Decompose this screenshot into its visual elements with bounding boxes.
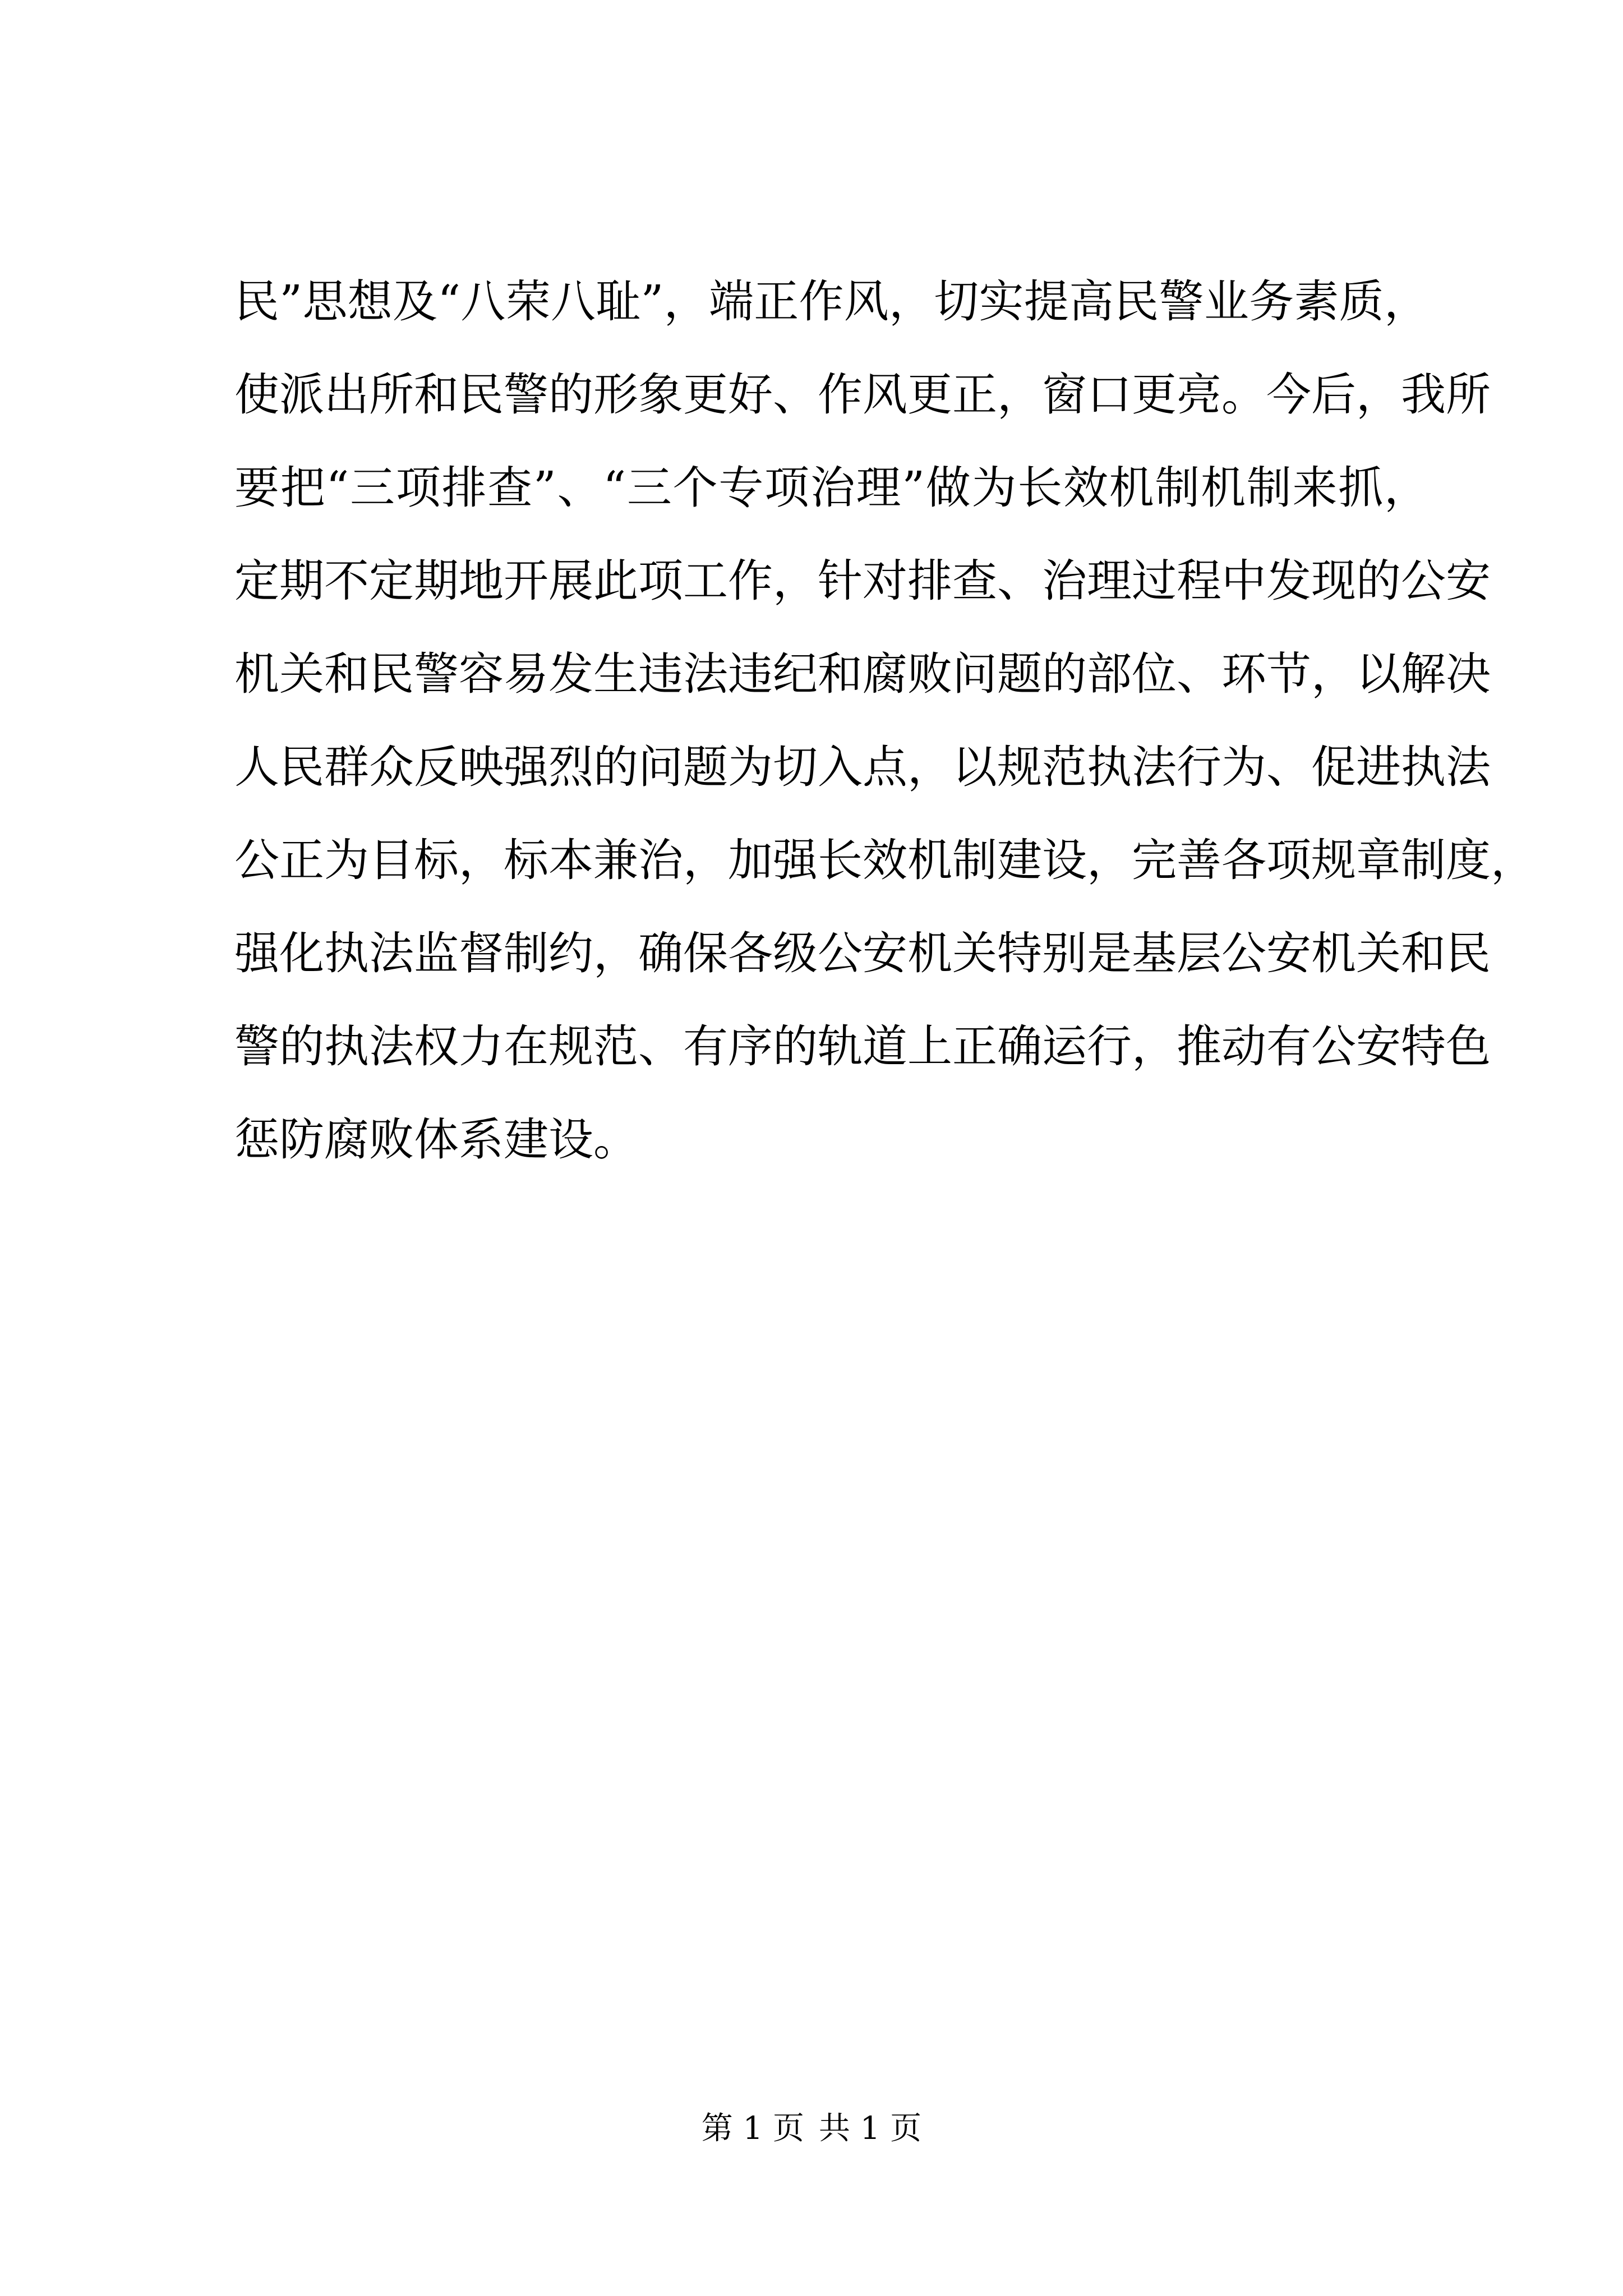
- page-total: 共 1 页: [819, 2110, 922, 2147]
- paragraph-line: 定期不定期地开展此项工作，针对排查、治理过程中发现的公安: [234, 555, 1491, 607]
- body-paragraph: [234, 255, 1536, 1186]
- paragraph-line: 警的执法权力在规范、有序的轨道上正确运行，推动有公安特色: [234, 1020, 1491, 1073]
- paragraph-line: 惩防腐败体系建设。: [234, 1114, 638, 1166]
- paragraph-line: 机关和民警容易发生违法违纪和腐败问题的部位、环节，以解决: [234, 648, 1491, 700]
- paragraph-line: 民”思想及“八荣八耻”，端正作风，切实提高民警业务素质，: [234, 275, 1429, 328]
- page-footer: [0, 2106, 1623, 2151]
- page-number: 第 1 页: [701, 2110, 804, 2147]
- paragraph-line: 人民群众反映强烈的问题为切入点，以规范执法行为、促进执法: [234, 741, 1491, 793]
- paragraph-line: 强化执法监督制约，确保各级公安机关特别是基层公安机关和民: [234, 927, 1491, 979]
- paragraph-line: 使派出所和民警的形象更好、作风更正，窗口更亮。今后，我所: [234, 369, 1491, 421]
- paragraph-line: 公正为目标，标本兼治，加强长效机制建设，完善各项规章制度，: [234, 834, 1536, 886]
- paragraph-line: 要把“三项排查”、“三个专项治理”做为长效机制机制来抓，: [234, 462, 1429, 514]
